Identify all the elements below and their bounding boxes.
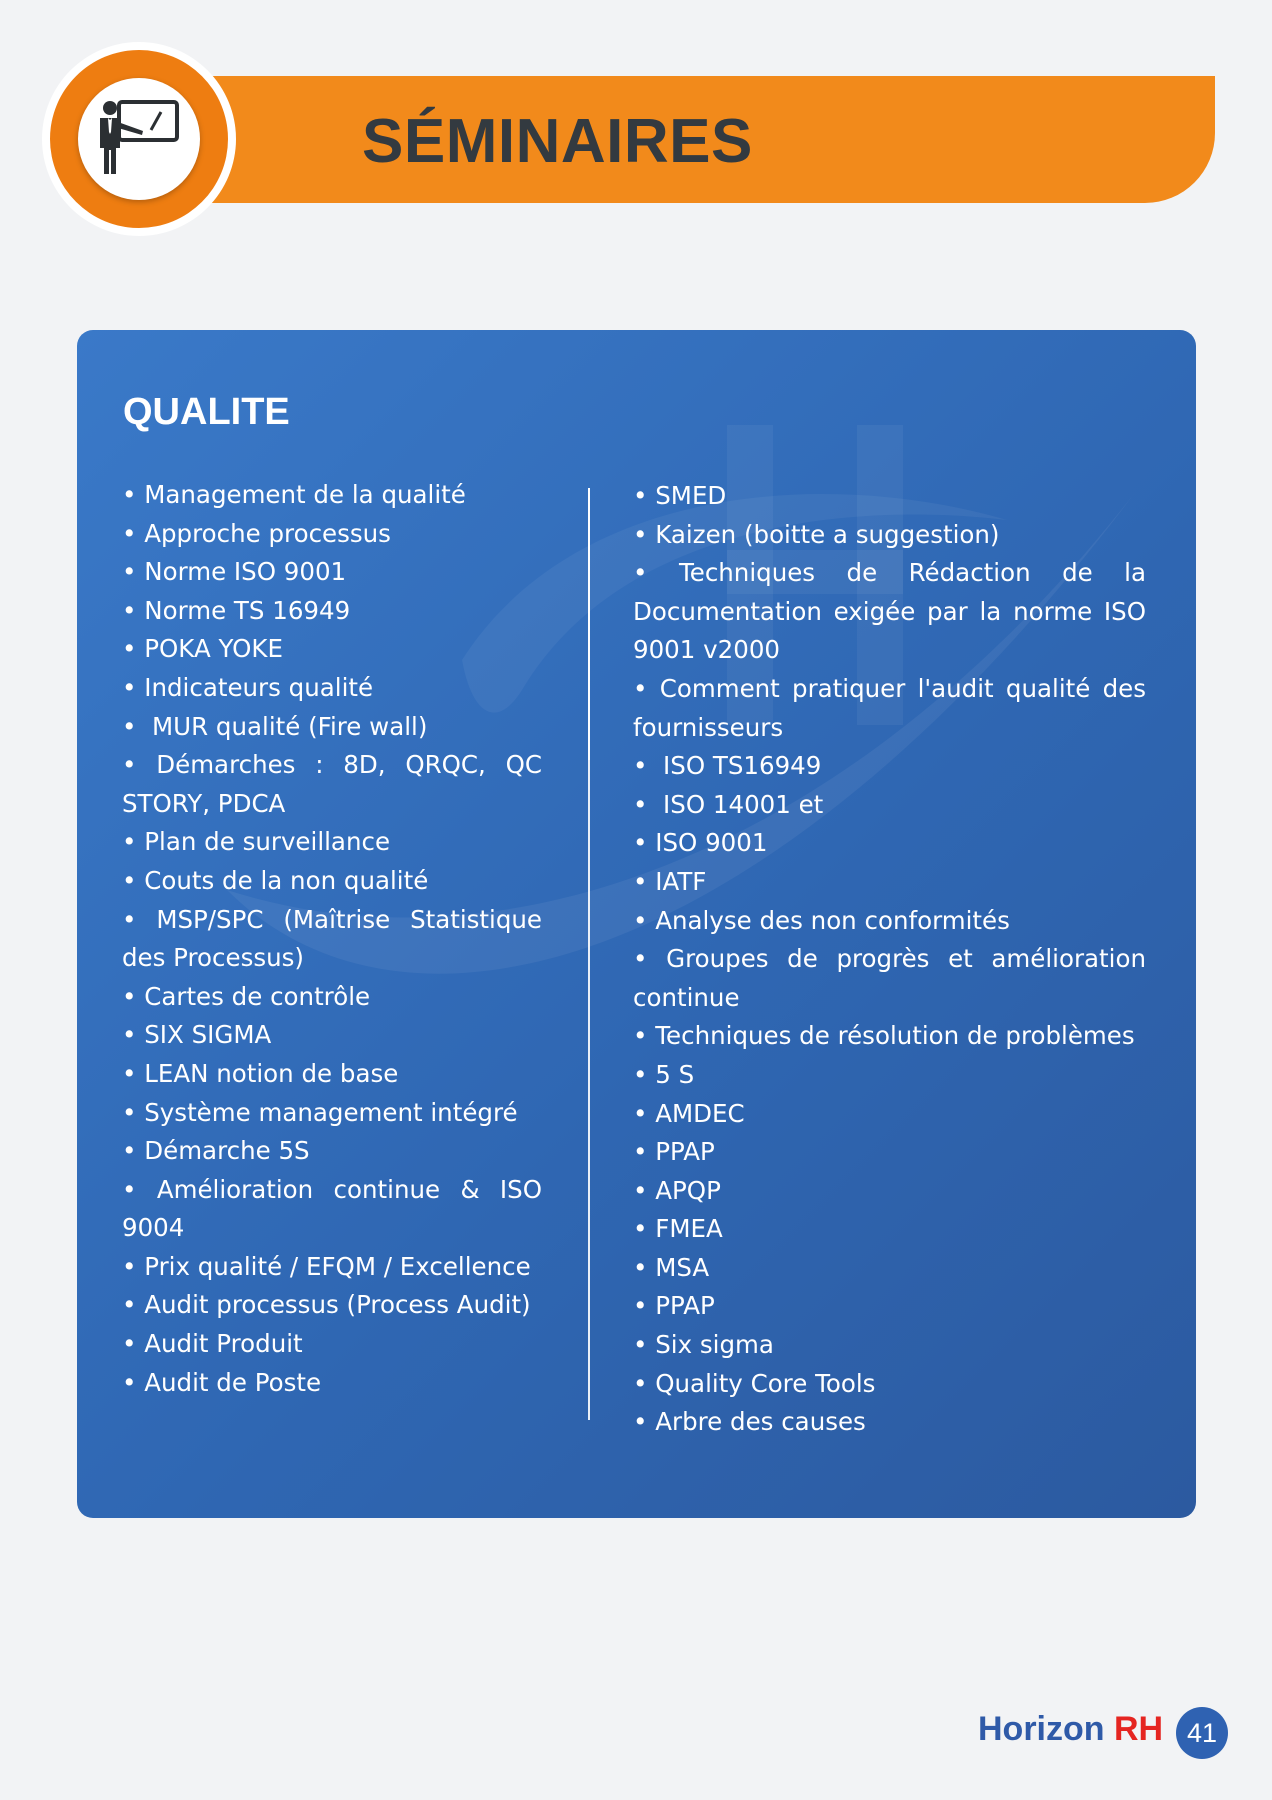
list-item: • PPAP bbox=[633, 1133, 1146, 1172]
list-item: • APQP bbox=[633, 1172, 1146, 1211]
list-item: • Démarche 5S bbox=[122, 1132, 542, 1171]
list-item: • Arbre des causes bbox=[633, 1403, 1146, 1442]
list-item: • ISO TS16949 bbox=[633, 747, 1146, 786]
list-item: • 5 S bbox=[633, 1056, 1146, 1095]
list-item: • MSP/SPC (Maîtrise Statistique des Processus) bbox=[122, 901, 542, 978]
presenter-at-board-icon bbox=[78, 78, 200, 200]
list-item: • Analyse des non conformités bbox=[633, 902, 1146, 941]
list-item: • MUR qualité (Fire wall) bbox=[122, 708, 542, 747]
section-title: QUALITE bbox=[123, 391, 290, 433]
brand-logo-text bbox=[978, 1709, 1163, 1749]
list-item: • Démarches : 8D, QRQC, QC STORY, PDCA bbox=[122, 746, 542, 823]
list-item: • Six sigma bbox=[633, 1326, 1146, 1365]
list-item: • Management de la qualité bbox=[122, 476, 542, 515]
column-divider bbox=[588, 488, 590, 1420]
list-item: • Quality Core Tools bbox=[633, 1365, 1146, 1404]
list-item: • Approche processus bbox=[122, 515, 542, 554]
list-item: • LEAN notion de base bbox=[122, 1055, 542, 1094]
list-item: • AMDEC bbox=[633, 1095, 1146, 1134]
list-item: • Indicateurs qualité bbox=[122, 669, 542, 708]
list-item: • Norme ISO 9001 bbox=[122, 553, 542, 592]
list-item: • Cartes de contrôle bbox=[122, 978, 542, 1017]
list-item: • Audit processus (Process Audit) bbox=[122, 1286, 542, 1325]
qualite-panel bbox=[77, 330, 1196, 1518]
page-number-badge: 41 bbox=[1176, 1707, 1228, 1759]
list-item: • MSA bbox=[633, 1249, 1146, 1288]
page-title: SÉMINAIRES bbox=[362, 107, 753, 176]
list-item: • SMED bbox=[633, 477, 1146, 516]
list-item: • Techniques de résolution de problèmes bbox=[633, 1017, 1146, 1056]
list-item: • Groupes de progrès et amélioration continue bbox=[633, 940, 1146, 1017]
list-item: • ISO 9001 bbox=[633, 824, 1146, 863]
list-item: • IATF bbox=[633, 863, 1146, 902]
list-item: • POKA YOKE bbox=[122, 630, 542, 669]
list-item: • Prix qualité / EFQM / Excellence bbox=[122, 1248, 542, 1287]
list-item: • Plan de surveillance bbox=[122, 823, 542, 862]
brand-accent: RH bbox=[1114, 1710, 1164, 1748]
list-item: • Norme TS 16949 bbox=[122, 592, 542, 631]
list-item: • Comment pratiquer l'audit qualité des fournisseurs bbox=[633, 670, 1146, 747]
list-item: • PPAP bbox=[633, 1287, 1146, 1326]
list-item: • Techniques de Rédaction de la Documentation exigée par la norme ISO 9001 v2000 bbox=[633, 554, 1146, 670]
list-item: • ISO 14001 et bbox=[633, 786, 1146, 825]
seminar-list-right bbox=[633, 477, 1146, 1442]
list-item: • Couts de la non qualité bbox=[122, 862, 542, 901]
list-item: • FMEA bbox=[633, 1210, 1146, 1249]
list-item: • Système management intégré bbox=[122, 1094, 542, 1133]
brand-name: Horizon bbox=[978, 1710, 1105, 1748]
list-item: • Kaizen (boitte a suggestion) bbox=[633, 516, 1146, 555]
list-item: • Amélioration continue & ISO 9004 bbox=[122, 1171, 542, 1248]
list-item: • Audit de Poste bbox=[122, 1364, 542, 1403]
seminar-list-left bbox=[122, 476, 542, 1402]
list-item: • Audit Produit bbox=[122, 1325, 542, 1364]
list-item: • SIX SIGMA bbox=[122, 1016, 542, 1055]
